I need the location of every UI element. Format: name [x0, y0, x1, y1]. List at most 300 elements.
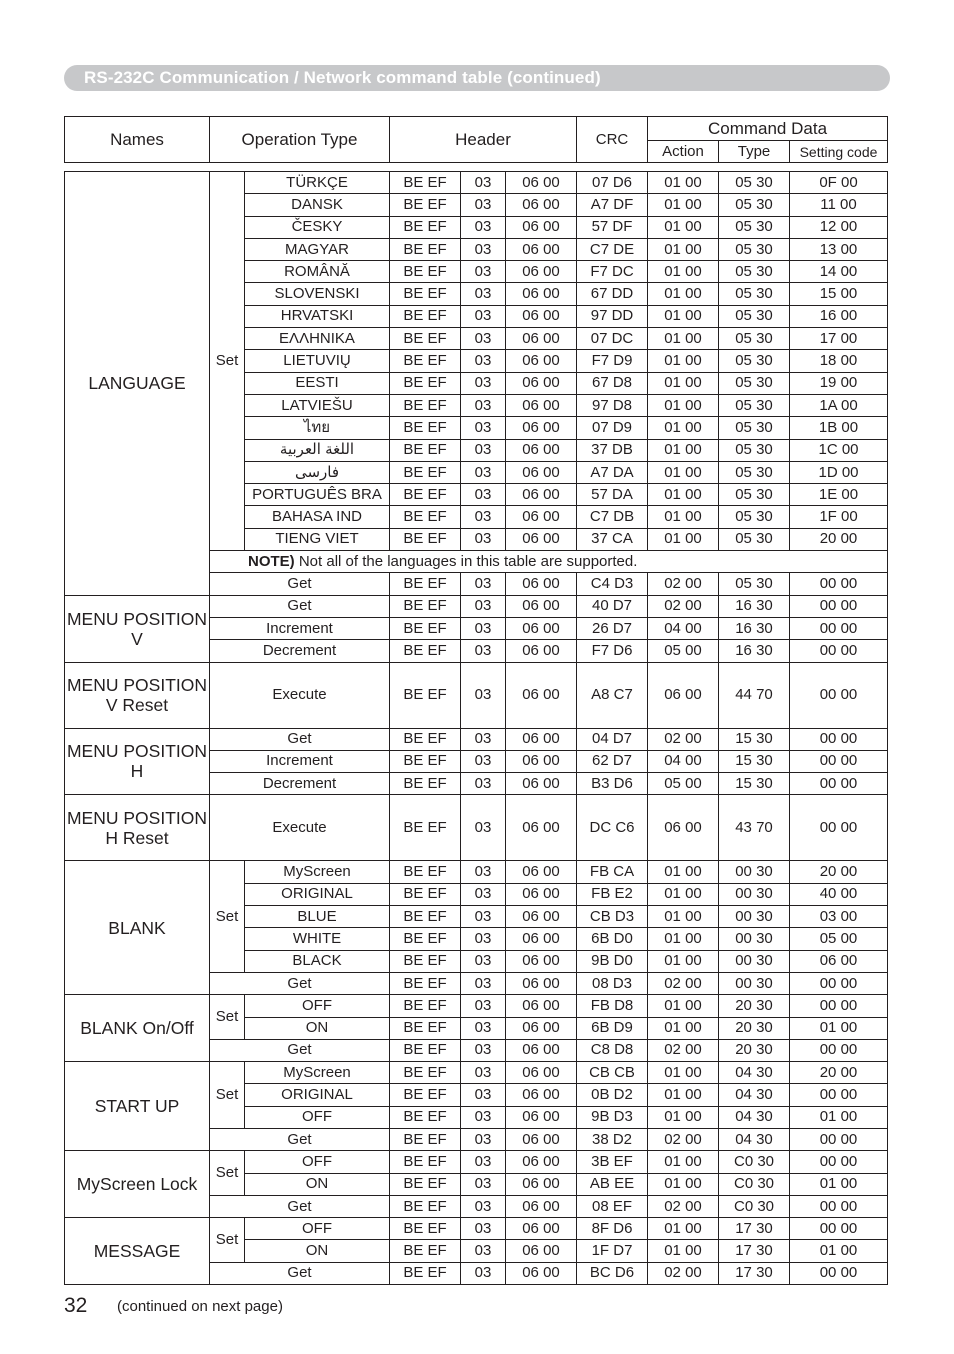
header-cell: BE EF — [390, 906, 461, 928]
type-cell: 17 30 — [719, 1240, 790, 1262]
action-cell: 01 00 — [648, 928, 719, 950]
type-cell: 20 30 — [719, 995, 790, 1017]
table-note — [210, 551, 888, 573]
type-cell: 00 30 — [719, 928, 790, 950]
language-option: SLOVENSKI — [245, 283, 390, 305]
type-cell: 05 30 — [719, 394, 790, 416]
type-cell: 05 30 — [719, 305, 790, 327]
action-cell: 01 00 — [648, 328, 719, 350]
header-cell: BE EF — [390, 372, 461, 394]
type-cell: 16 30 — [719, 640, 790, 662]
header-len-cell: 06 00 — [506, 1084, 577, 1106]
header-cell: BE EF — [390, 795, 461, 861]
operation-type: Decrement — [210, 773, 390, 795]
action-cell: 05 00 — [648, 640, 719, 662]
language-option: اللغة العربية — [245, 439, 390, 461]
crc-cell: 6B D9 — [577, 1017, 648, 1039]
type-cell: 04 30 — [719, 1106, 790, 1128]
header-id-cell: 03 — [461, 417, 506, 439]
setting-code-cell: 00 00 — [790, 617, 888, 639]
type-cell: 05 30 — [719, 573, 790, 595]
header-len-cell: 06 00 — [506, 617, 577, 639]
setting-code-cell: 00 00 — [790, 1039, 888, 1061]
set-option: WHITE — [245, 928, 390, 950]
crc-cell: 6B D0 — [577, 928, 648, 950]
setting-code-cell: 1A 00 — [790, 394, 888, 416]
header-len-cell: 06 00 — [506, 1151, 577, 1173]
action-cell: 04 00 — [648, 750, 719, 772]
operation-execute: Execute — [210, 662, 390, 728]
operation-get: Get — [210, 1039, 390, 1061]
crc-cell: 9B D0 — [577, 950, 648, 972]
header-cell: BE EF — [390, 662, 461, 728]
header-id-cell: 03 — [461, 662, 506, 728]
header-cell: BE EF — [390, 1240, 461, 1262]
crc-cell: 97 DD — [577, 305, 648, 327]
type-cell: 05 30 — [719, 417, 790, 439]
type-cell: C0 30 — [719, 1173, 790, 1195]
action-cell: 01 00 — [648, 906, 719, 928]
header-cell: BE EF — [390, 238, 461, 260]
setting-code-cell: 06 00 — [790, 950, 888, 972]
setting-code-cell: 20 00 — [790, 1062, 888, 1084]
action-cell: 01 00 — [648, 194, 719, 216]
crc-cell: F7 DC — [577, 261, 648, 283]
header-len-cell: 06 00 — [506, 950, 577, 972]
page-number: 32 — [64, 1294, 88, 1317]
crc-cell: 57 DA — [577, 484, 648, 506]
crc-cell: 04 D7 — [577, 728, 648, 750]
header-id-cell: 03 — [461, 1262, 506, 1284]
table-row — [65, 795, 888, 861]
action-cell: 01 00 — [648, 417, 719, 439]
language-option: TÜRKÇE — [245, 172, 390, 194]
command-name-language: LANGUAGE — [65, 172, 210, 596]
header-id-cell: 03 — [461, 750, 506, 772]
setting-code-cell: 00 00 — [790, 662, 888, 728]
setting-code-cell: 18 00 — [790, 350, 888, 372]
header-len-cell: 06 00 — [506, 439, 577, 461]
crc-cell: 67 D8 — [577, 372, 648, 394]
set-option: OFF — [245, 1151, 390, 1173]
language-option: HRVATSKI — [245, 305, 390, 327]
header-len-cell: 06 00 — [506, 595, 577, 617]
setting-code-cell: 16 00 — [790, 305, 888, 327]
header-cell: BE EF — [390, 261, 461, 283]
action-cell: 01 00 — [648, 528, 719, 550]
header-id-cell: 03 — [461, 394, 506, 416]
header-cell: BE EF — [390, 528, 461, 550]
set-option: ON — [245, 1017, 390, 1039]
table-row — [65, 1151, 888, 1173]
crc-cell: A7 DF — [577, 194, 648, 216]
setting-code-cell: 00 00 — [790, 640, 888, 662]
type-cell: 17 30 — [719, 1262, 790, 1284]
header-len-cell: 06 00 — [506, 417, 577, 439]
header-len-cell: 06 00 — [506, 906, 577, 928]
header-id-cell: 03 — [461, 1106, 506, 1128]
header-cell: BE EF — [390, 216, 461, 238]
type-cell: 15 30 — [719, 773, 790, 795]
action-cell: 01 00 — [648, 283, 719, 305]
set-option: BLACK — [245, 950, 390, 972]
header-cell: BE EF — [390, 950, 461, 972]
action-cell: 02 00 — [648, 1128, 719, 1150]
command-name-start-up: START UP — [65, 1062, 210, 1151]
header-cell: BE EF — [390, 350, 461, 372]
type-cell: 05 30 — [719, 506, 790, 528]
setting-code-cell: 12 00 — [790, 216, 888, 238]
type-cell: 00 30 — [719, 883, 790, 905]
language-option: LATVIEŠU — [245, 394, 390, 416]
operation-type: Get — [210, 595, 390, 617]
action-cell: 02 00 — [648, 1195, 719, 1217]
header-id-cell: 03 — [461, 795, 506, 861]
header-len-cell: 06 00 — [506, 328, 577, 350]
header-header: Header — [390, 117, 577, 163]
action-cell: 01 00 — [648, 350, 719, 372]
header-id-cell: 03 — [461, 439, 506, 461]
type-cell: 16 30 — [719, 617, 790, 639]
language-option: MAGYAR — [245, 238, 390, 260]
set-label: Set — [210, 1151, 245, 1196]
type-cell: 04 30 — [719, 1062, 790, 1084]
header-id-cell: 03 — [461, 861, 506, 883]
header-id-cell: 03 — [461, 461, 506, 483]
setting-code-cell: 00 00 — [790, 595, 888, 617]
header-id-cell: 03 — [461, 1084, 506, 1106]
crc-cell: FB E2 — [577, 883, 648, 905]
language-option: EESTI — [245, 372, 390, 394]
operation-type: Increment — [210, 617, 390, 639]
header-id-cell: 03 — [461, 216, 506, 238]
type-cell: 05 30 — [719, 238, 790, 260]
set-label: Set — [210, 861, 245, 972]
action-cell: 01 00 — [648, 172, 719, 194]
header-id-cell: 03 — [461, 1240, 506, 1262]
header-id-cell: 03 — [461, 283, 506, 305]
header-action: Action — [648, 141, 719, 163]
header-len-cell: 06 00 — [506, 172, 577, 194]
table-row — [65, 1218, 888, 1240]
setting-code-cell: 05 00 — [790, 928, 888, 950]
header-id-cell: 03 — [461, 928, 506, 950]
section-banner — [64, 65, 890, 91]
action-cell: 01 00 — [648, 995, 719, 1017]
command-table-header — [64, 116, 888, 163]
setting-code-cell: 1F 00 — [790, 506, 888, 528]
setting-code-cell: 13 00 — [790, 238, 888, 260]
action-cell: 01 00 — [648, 1062, 719, 1084]
header-cell: BE EF — [390, 283, 461, 305]
action-cell: 01 00 — [648, 950, 719, 972]
operation-type: Increment — [210, 750, 390, 772]
header-crc: CRC — [577, 117, 648, 163]
header-len-cell: 06 00 — [506, 1240, 577, 1262]
table-row — [65, 662, 888, 728]
setting-code-cell: 20 00 — [790, 861, 888, 883]
header-cell: BE EF — [390, 461, 461, 483]
header-len-cell: 06 00 — [506, 972, 577, 994]
crc-cell: 1F D7 — [577, 1240, 648, 1262]
set-option: OFF — [245, 1106, 390, 1128]
header-id-cell: 03 — [461, 1173, 506, 1195]
action-cell: 01 00 — [648, 439, 719, 461]
type-cell: 00 30 — [719, 972, 790, 994]
header-id-cell: 03 — [461, 1218, 506, 1240]
operation-get: Get — [210, 972, 390, 994]
command-name-blank: BLANK — [65, 861, 210, 995]
header-cell: BE EF — [390, 417, 461, 439]
type-cell: 17 30 — [719, 1218, 790, 1240]
header-operation-type: Operation Type — [210, 117, 390, 163]
type-cell: 05 30 — [719, 172, 790, 194]
table-row — [65, 728, 888, 750]
header-cell: BE EF — [390, 1173, 461, 1195]
set-option: MyScreen — [245, 861, 390, 883]
set-option: ORIGINAL — [245, 883, 390, 905]
setting-code-cell: 00 00 — [790, 750, 888, 772]
setting-code-cell: 1C 00 — [790, 439, 888, 461]
type-cell: 04 30 — [719, 1128, 790, 1150]
header-cell: BE EF — [390, 1084, 461, 1106]
crc-cell: 62 D7 — [577, 750, 648, 772]
header-cell: BE EF — [390, 972, 461, 994]
header-cell: BE EF — [390, 883, 461, 905]
header-cell: BE EF — [390, 640, 461, 662]
header-len-cell: 06 00 — [506, 662, 577, 728]
header-len-cell: 06 00 — [506, 995, 577, 1017]
header-cell: BE EF — [390, 1195, 461, 1217]
action-cell: 06 00 — [648, 662, 719, 728]
type-cell: 15 30 — [719, 728, 790, 750]
type-cell: 05 30 — [719, 261, 790, 283]
type-cell: 05 30 — [719, 484, 790, 506]
header-len-cell: 06 00 — [506, 750, 577, 772]
type-cell: 00 30 — [719, 861, 790, 883]
setting-code-cell: 00 00 — [790, 573, 888, 595]
language-option: فارسی — [245, 461, 390, 483]
crc-cell: 37 DB — [577, 439, 648, 461]
action-cell: 01 00 — [648, 861, 719, 883]
crc-cell: 0B D2 — [577, 1084, 648, 1106]
header-len-cell: 06 00 — [506, 795, 577, 861]
crc-cell: C4 D3 — [577, 573, 648, 595]
operation-get: Get — [210, 1128, 390, 1150]
action-cell: 01 00 — [648, 1106, 719, 1128]
header-id-cell: 03 — [461, 573, 506, 595]
setting-code-cell: 1E 00 — [790, 484, 888, 506]
header-len-cell: 06 00 — [506, 928, 577, 950]
type-cell: 15 30 — [719, 750, 790, 772]
crc-cell: C8 D8 — [577, 1039, 648, 1061]
command-name-menu-position-h: MENU POSITION H — [65, 728, 210, 795]
header-len-cell: 06 00 — [506, 506, 577, 528]
header-id-cell: 03 — [461, 728, 506, 750]
header-cell: BE EF — [390, 995, 461, 1017]
crc-cell: 07 D6 — [577, 172, 648, 194]
header-len-cell: 06 00 — [506, 773, 577, 795]
set-option: MyScreen — [245, 1062, 390, 1084]
action-cell: 01 00 — [648, 394, 719, 416]
header-len-cell: 06 00 — [506, 1128, 577, 1150]
header-len-cell: 06 00 — [506, 1262, 577, 1284]
header-cell: BE EF — [390, 595, 461, 617]
type-cell: 05 30 — [719, 328, 790, 350]
table-row — [65, 172, 888, 194]
header-cell: BE EF — [390, 1262, 461, 1284]
action-cell: 02 00 — [648, 1039, 719, 1061]
header-id-cell: 03 — [461, 305, 506, 327]
header-id-cell: 03 — [461, 1195, 506, 1217]
crc-cell: FB D8 — [577, 995, 648, 1017]
command-name-myscreen-lock: MyScreen Lock — [65, 1151, 210, 1218]
header-cell: BE EF — [390, 506, 461, 528]
header-id-cell: 03 — [461, 261, 506, 283]
header-len-cell: 06 00 — [506, 1173, 577, 1195]
header-len-cell: 06 00 — [506, 305, 577, 327]
operation-get: Get — [210, 1195, 390, 1217]
operation-execute: Execute — [210, 795, 390, 861]
crc-cell: 07 D9 — [577, 417, 648, 439]
header-setting-code: Setting code — [790, 141, 888, 163]
setting-code-cell: 00 00 — [790, 1218, 888, 1240]
language-option: PORTUGUÊS BRA — [245, 484, 390, 506]
header-id-cell: 03 — [461, 883, 506, 905]
action-cell: 01 00 — [648, 1218, 719, 1240]
action-cell: 02 00 — [648, 573, 719, 595]
language-option: ROMÂNĂ — [245, 261, 390, 283]
set-option: OFF — [245, 1218, 390, 1240]
header-cell: BE EF — [390, 1218, 461, 1240]
action-cell: 01 00 — [648, 461, 719, 483]
set-option: ON — [245, 1240, 390, 1262]
note-text: Not all of the languages in this table are supported. — [294, 552, 638, 570]
header-len-cell: 06 00 — [506, 461, 577, 483]
crc-cell: CB CB — [577, 1062, 648, 1084]
header-id-cell: 03 — [461, 1039, 506, 1061]
action-cell: 01 00 — [648, 261, 719, 283]
crc-cell: 9B D3 — [577, 1106, 648, 1128]
crc-cell: 8F D6 — [577, 1218, 648, 1240]
command-table — [64, 171, 888, 1285]
setting-code-cell: 0F 00 — [790, 172, 888, 194]
header-id-cell: 03 — [461, 172, 506, 194]
crc-cell: 37 CA — [577, 528, 648, 550]
crc-cell: 97 D8 — [577, 394, 648, 416]
header-id-cell: 03 — [461, 950, 506, 972]
action-cell: 01 00 — [648, 484, 719, 506]
setting-code-cell: 00 00 — [790, 773, 888, 795]
setting-code-cell: 19 00 — [790, 372, 888, 394]
header-len-cell: 06 00 — [506, 1039, 577, 1061]
command-name-menu-position-v-reset: MENU POSITION V Reset — [65, 662, 210, 728]
header-len-cell: 06 00 — [506, 1106, 577, 1128]
header-cell: BE EF — [390, 172, 461, 194]
language-option: DANSK — [245, 194, 390, 216]
crc-cell: DC C6 — [577, 795, 648, 861]
header-cell: BE EF — [390, 750, 461, 772]
crc-cell: 07 DC — [577, 328, 648, 350]
set-label: Set — [210, 995, 245, 1040]
crc-cell: FB CA — [577, 861, 648, 883]
header-names: Names — [65, 117, 210, 163]
section-title: RS-232C Communication / Network command table (continued) — [84, 68, 601, 87]
action-cell: 01 00 — [648, 238, 719, 260]
header-len-cell: 06 00 — [506, 194, 577, 216]
header-len-cell: 06 00 — [506, 283, 577, 305]
action-cell: 01 00 — [648, 1151, 719, 1173]
header-id-cell: 03 — [461, 640, 506, 662]
header-len-cell: 06 00 — [506, 238, 577, 260]
header-len-cell: 06 00 — [506, 1218, 577, 1240]
type-cell: C0 30 — [719, 1195, 790, 1217]
header-cell: BE EF — [390, 1062, 461, 1084]
language-option: LIETUVIŲ — [245, 350, 390, 372]
header-cell: BE EF — [390, 194, 461, 216]
setting-code-cell: 01 00 — [790, 1240, 888, 1262]
setting-code-cell: 03 00 — [790, 906, 888, 928]
header-id-cell: 03 — [461, 328, 506, 350]
action-cell: 01 00 — [648, 1240, 719, 1262]
setting-code-cell: 00 00 — [790, 972, 888, 994]
header-command-data: Command Data — [648, 117, 888, 141]
type-cell: 44 70 — [719, 662, 790, 728]
setting-code-cell: 01 00 — [790, 1173, 888, 1195]
crc-cell: 38 D2 — [577, 1128, 648, 1150]
header-id-cell: 03 — [461, 1017, 506, 1039]
crc-cell: A8 C7 — [577, 662, 648, 728]
language-option: ΕΛΛΗΝΙΚΑ — [245, 328, 390, 350]
header-cell: BE EF — [390, 773, 461, 795]
action-cell: 02 00 — [648, 595, 719, 617]
header-len-cell: 06 00 — [506, 394, 577, 416]
crc-cell: 57 DF — [577, 216, 648, 238]
header-id-cell: 03 — [461, 528, 506, 550]
header-id-cell: 03 — [461, 506, 506, 528]
type-cell: 20 30 — [719, 1039, 790, 1061]
operation-get: Get — [210, 573, 390, 595]
setting-code-cell: 01 00 — [790, 1017, 888, 1039]
setting-code-cell: 14 00 — [790, 261, 888, 283]
crc-cell: F7 D6 — [577, 640, 648, 662]
header-cell: BE EF — [390, 484, 461, 506]
action-cell: 02 00 — [648, 1262, 719, 1284]
setting-code-cell: 15 00 — [790, 283, 888, 305]
setting-code-cell: 20 00 — [790, 528, 888, 550]
action-cell: 06 00 — [648, 795, 719, 861]
header-cell: BE EF — [390, 305, 461, 327]
header-cell: BE EF — [390, 728, 461, 750]
setting-code-cell: 00 00 — [790, 1195, 888, 1217]
action-cell: 01 00 — [648, 305, 719, 327]
set-option: ORIGINAL — [245, 1084, 390, 1106]
header-len-cell: 06 00 — [506, 216, 577, 238]
setting-code-cell: 1D 00 — [790, 461, 888, 483]
header-cell: BE EF — [390, 328, 461, 350]
header-id-cell: 03 — [461, 773, 506, 795]
set-label: Set — [210, 1218, 245, 1263]
command-name-message: MESSAGE — [65, 1218, 210, 1285]
action-cell: 01 00 — [648, 506, 719, 528]
header-id-cell: 03 — [461, 484, 506, 506]
action-cell: 05 00 — [648, 773, 719, 795]
action-cell: 01 00 — [648, 216, 719, 238]
header-id-cell: 03 — [461, 194, 506, 216]
header-id-cell: 03 — [461, 595, 506, 617]
header-id-cell: 03 — [461, 1062, 506, 1084]
note-label: NOTE) — [248, 552, 295, 570]
